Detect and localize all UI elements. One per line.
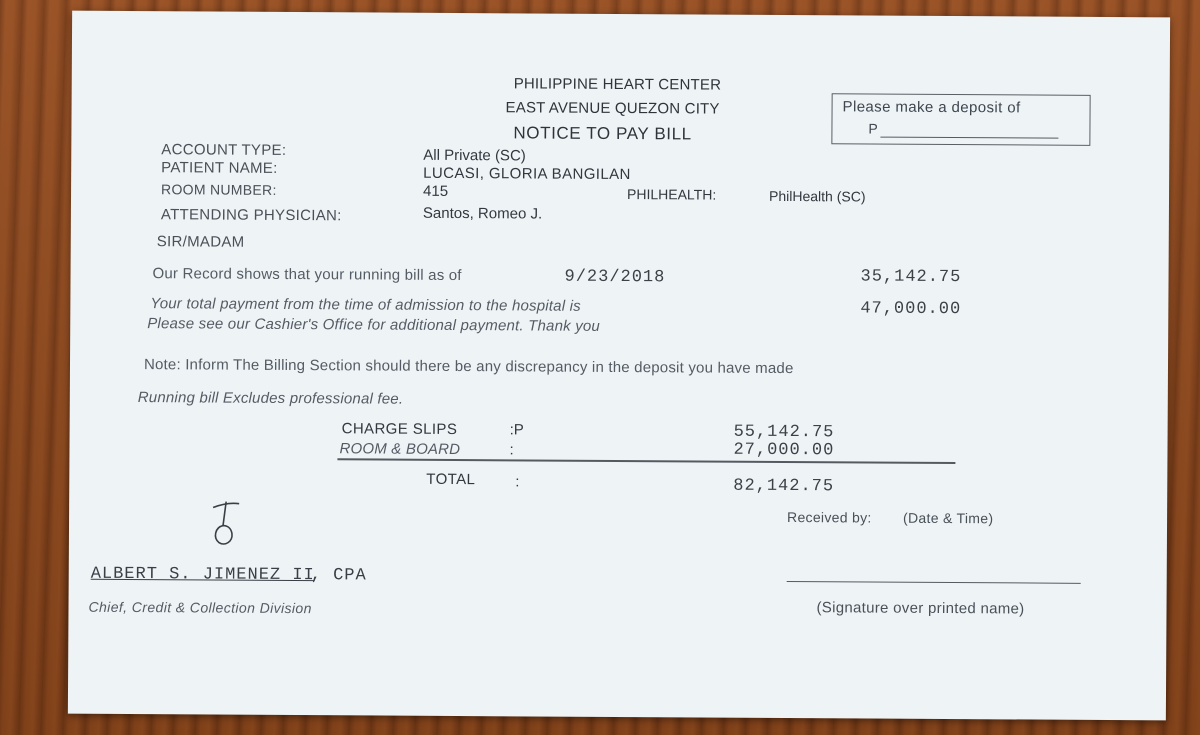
received-by-label: Received by: — [787, 509, 872, 526]
philhealth-value: PhilHealth (SC) — [768, 187, 866, 205]
account-type-value: All Private (SC) — [423, 146, 526, 165]
running-bill-text: Our Record shows that your running bill as of — [152, 265, 462, 285]
signatory-suffix: , CPA — [310, 566, 367, 586]
bill-notice-paper — [68, 11, 1170, 721]
total-sep: : — [515, 473, 520, 491]
deposit-box — [831, 93, 1090, 146]
received-signature-line — [787, 581, 1081, 584]
charge-slips-amount: 55,142.75 — [733, 422, 835, 443]
signatory-position: Chief, Credit & Collection Division — [88, 598, 312, 617]
room-board-sep: : — [509, 441, 514, 459]
discrepancy-note: Note: Inform The Billing Section should there be any discrepancy in the deposit you have made — [143, 356, 794, 378]
room-number-value: 415 — [423, 182, 449, 200]
payment-text: Your total payment from the time of admission to the hospital is — [150, 295, 581, 315]
salutation: SIR/MADAM — [156, 233, 245, 251]
patient-name-label: PATIENT NAME: — [161, 159, 278, 177]
hospital-name: PHILIPPINE HEART CENTER — [513, 75, 722, 94]
charge-slips-sep: :P — [509, 421, 524, 439]
charge-slips-label: CHARGE SLIPS — [341, 420, 458, 439]
signatory-name: ALBERT S. JIMENEZ II — [90, 564, 315, 586]
subtotal-rule — [337, 458, 955, 463]
physician-value: Santos, Romeo J. — [422, 204, 543, 223]
philhealth-label: PHILHEALTH: — [626, 186, 717, 203]
room-board-amount: 27,000.00 — [733, 440, 835, 461]
signature-caption: (Signature over printed name) — [816, 599, 1025, 618]
initials-signature-icon — [201, 497, 251, 549]
room-number-label: ROOM NUMBER: — [161, 181, 277, 198]
total-label: TOTAL — [426, 470, 476, 489]
received-date-time: (Date & Time) — [903, 509, 994, 527]
patient-name-value: LUCASI, GLORIA BANGILAN — [423, 164, 631, 184]
running-bill-amount: 35,142.75 — [860, 267, 962, 288]
room-board-label: ROOM & BOARD — [339, 440, 461, 459]
total-amount: 82,142.75 — [733, 476, 835, 497]
excludes-note: Running bill Excludes professional fee. — [137, 389, 404, 408]
deposit-text: Please make a deposit of — [842, 98, 1021, 117]
payment-amount: 47,000.00 — [860, 299, 962, 320]
account-type-label: ACCOUNT TYPE: — [161, 141, 287, 159]
deposit-currency: P — [868, 120, 878, 137]
running-bill-date: 9/23/2018 — [564, 267, 666, 288]
hospital-address: EAST AVENUE QUEZON CITY — [505, 99, 720, 118]
deposit-amount-line — [880, 137, 1058, 139]
notice-title: NOTICE TO PAY BILL — [513, 123, 692, 144]
cashier-text: Please see our Cashier's Office for additional payment. Thank you — [147, 315, 601, 335]
physician-label: ATTENDING PHYSICIAN: — [160, 206, 342, 225]
